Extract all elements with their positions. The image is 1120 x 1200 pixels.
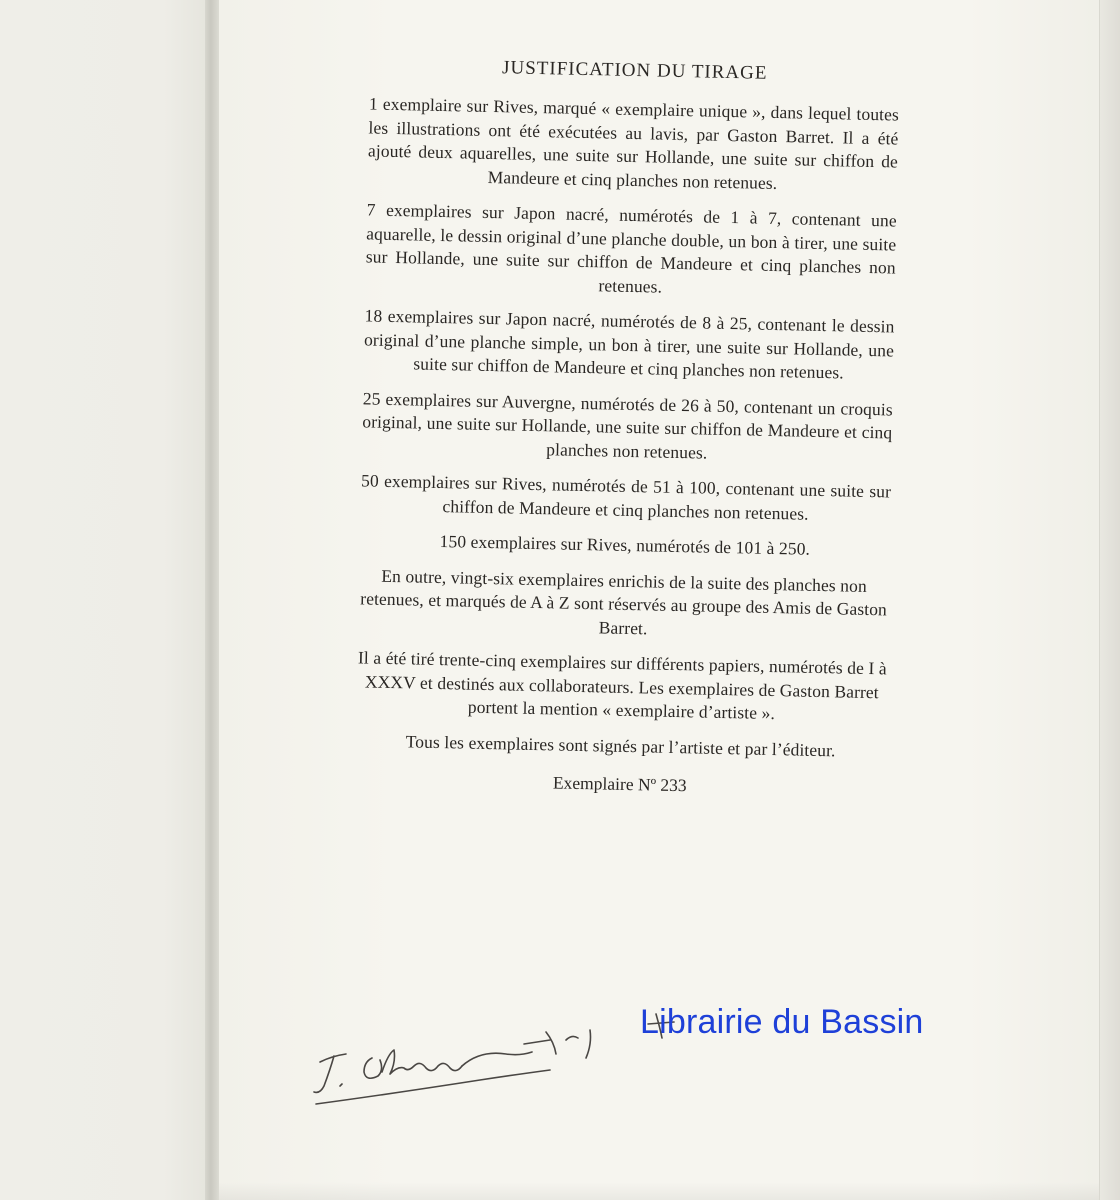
paragraph-signatures: Tous les exemplaires sont signés par l’artiste et par l’éditeur. (405, 730, 836, 760)
paragraph-rives-101-250: 150 exemplaires sur Rives, numérotés de 101 à 250. (439, 531, 811, 559)
paragraph-exemplaire-unique: 1 exemplaire sur Rives, marqué « exemplaire unique », dans lequel toutes les illustrations ont été exécutées au lavis, par Gaston Barret. Il a été ajouté deux aquarelles, une suite sur Hollande, une suite sur chiffon de Mandeure et cinq planches non retenues. (367, 93, 900, 193)
book-gutter (205, 0, 219, 1200)
page-edge (1099, 0, 1120, 1200)
paragraph-japon-1-7: 7 exemplaires sur Japon nacré, numérotés de 1 à 7, contenant une aquarelle, le dessin original d’une planche double, un bon à tirer, une suite sur Hollande, une suite sur chiffon de Mandeure et cinq planches non retenues. (365, 199, 897, 297)
left-page (0, 0, 205, 1200)
page-title: JUSTIFICATION DU TIRAGE (501, 57, 768, 84)
handwritten-signature (310, 1010, 690, 1120)
copy-number: Exemplaire Nº 233 (552, 772, 687, 796)
paragraph-rives-51-100: 50 exemplaires sur Rives, numérotés de 51 à 100, contenant une suite sur chiffon de Mandeure et cinq planches non retenues. (360, 470, 892, 524)
paragraph-auvergne: 25 exemplaires sur Auvergne, numérotés de 26 à 50, contenant un croquis original, une suite sur Hollande, une suite sur chiffon de Mandeure et cinq planches non retenues. (362, 387, 893, 463)
colophon-text-block (355, 54, 900, 800)
bottom-shadow (219, 1182, 1099, 1200)
paragraph-collaborateurs: Il a été tiré trente-cinq exemplaires sur différents papiers, numérotés de I à XXXV et destinés aux collaborateurs. Les exemplaires de Gaston Barret portent la mention « exemplaire d’artiste ». (357, 647, 887, 724)
paragraph-japon-8-25: 18 exemplaires sur Japon nacré, numérotés de 8 à 25, contenant le dessin original d’une planche simple, un bon à tirer, une suite sur Hollande, une suite sur chiffon de Mandeure et cinq planches non retenues. (363, 305, 895, 383)
paragraph-amis: En outre, vingt-six exemplaires enrichis de la suite des planches non retenues, et marqués de A à Z sont réservés au groupe des Amis de Gaston Barret. (360, 565, 888, 638)
watermark-text: Librairie du Bassin (640, 1003, 924, 1041)
